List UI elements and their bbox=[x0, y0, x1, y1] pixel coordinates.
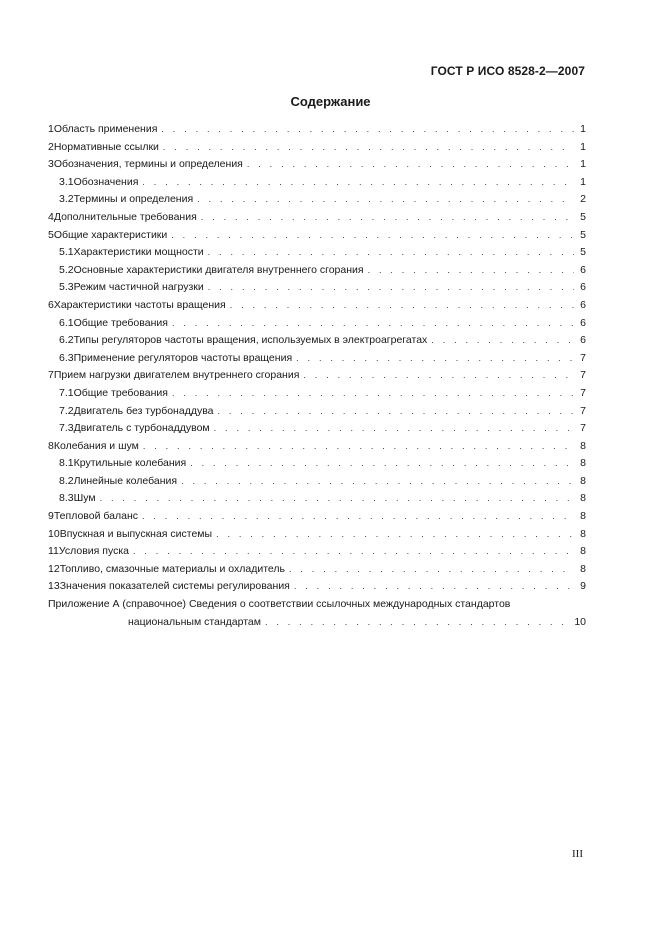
toc-entry-title: Топливо, смазочные материалы и охладитель bbox=[59, 562, 285, 575]
toc-entry[interactable] bbox=[48, 490, 586, 508]
dot-leader bbox=[142, 508, 574, 526]
annex-entry-title-continued: национальным стандартам bbox=[128, 615, 261, 628]
toc-entry-number: 1 bbox=[48, 123, 54, 135]
toc-entry[interactable] bbox=[48, 367, 586, 385]
toc-entry[interactable] bbox=[48, 244, 586, 262]
toc-entry-title: Условия пуска bbox=[58, 545, 129, 558]
dot-leader bbox=[100, 490, 574, 508]
toc-entry-number: 6.1 bbox=[59, 316, 74, 329]
dot-leader bbox=[303, 367, 574, 385]
toc-entry-title: Основные характеристики двигателя внутреннего сгорания bbox=[73, 263, 364, 276]
toc-entry-number: 6 bbox=[48, 298, 54, 311]
toc-entry-title: Нормативные ссылки bbox=[53, 140, 159, 153]
toc-entry-number: 3.1 bbox=[59, 175, 74, 188]
toc-entry[interactable] bbox=[48, 262, 586, 280]
dot-leader bbox=[208, 244, 574, 262]
toc-entry[interactable] bbox=[48, 403, 586, 421]
toc-entry-title: Режим частичной нагрузки bbox=[73, 281, 204, 294]
dot-leader bbox=[197, 191, 574, 209]
toc-entry-title: Характеристики частоты вращения bbox=[53, 298, 226, 311]
toc-entry-page: 6 bbox=[580, 316, 586, 329]
toc-entry[interactable] bbox=[48, 121, 586, 139]
toc-entry-title: Дополнительные требования bbox=[53, 210, 197, 223]
toc-entry-number: 7.2 bbox=[59, 404, 74, 417]
toc-entry-title: Обозначения, термины и определения bbox=[53, 158, 243, 171]
toc-entry[interactable] bbox=[48, 385, 586, 403]
toc-entry[interactable] bbox=[48, 526, 586, 544]
dot-leader bbox=[181, 473, 574, 491]
dot-leader bbox=[431, 332, 574, 350]
toc-entry-number: 13 bbox=[48, 580, 60, 593]
toc-entry-number: 3 bbox=[48, 158, 54, 171]
toc-entry-title: Характеристики мощности bbox=[73, 246, 204, 259]
toc-entry-page: 6 bbox=[580, 281, 586, 294]
annex-entry-title[interactable]: Приложение А (справочное) Сведения о соответствии ссылочных международных стандартов bbox=[48, 598, 511, 611]
toc-entry-title: Применение регуляторов частоты вращения bbox=[73, 351, 293, 364]
dot-leader bbox=[218, 403, 575, 421]
toc-entry-number: 8 bbox=[48, 439, 54, 452]
toc-entry[interactable] bbox=[48, 332, 586, 350]
toc-entry-number: 6.3 bbox=[59, 351, 74, 364]
toc-entry[interactable] bbox=[48, 209, 586, 227]
toc-entry-number: 2 bbox=[48, 140, 54, 153]
toc-entry[interactable] bbox=[48, 561, 586, 579]
toc-entry-page: 7 bbox=[580, 386, 586, 399]
toc-entry-page: 1 bbox=[580, 140, 586, 153]
toc-entry-number: 5.1 bbox=[59, 246, 74, 259]
page-title: Содержание bbox=[290, 94, 371, 109]
toc-entry[interactable] bbox=[48, 350, 586, 368]
toc-entry[interactable] bbox=[48, 297, 586, 315]
toc-entry-number: 10 bbox=[48, 527, 60, 540]
document-code: ГОСТ Р ИСО 8528-2—2007 bbox=[430, 64, 585, 78]
toc-entry-number: 3.2 bbox=[59, 193, 74, 206]
toc-entry-title: Общие требования bbox=[73, 316, 168, 329]
dot-leader bbox=[216, 526, 574, 544]
toc-entry[interactable] bbox=[48, 174, 586, 192]
toc-entry-number: 5.2 bbox=[59, 263, 74, 276]
toc-entry-title: Типы регуляторов частоты вращения, используемых в электроагрегатах bbox=[73, 334, 428, 347]
toc-entry[interactable] bbox=[48, 473, 586, 491]
toc-entry-title: Обозначения bbox=[73, 175, 139, 188]
toc-entry[interactable] bbox=[48, 543, 586, 561]
dot-leader bbox=[208, 279, 574, 297]
toc-entry-page: 7 bbox=[580, 422, 586, 435]
page-number: III bbox=[572, 848, 583, 860]
toc-entry-number: 4 bbox=[48, 210, 54, 223]
toc-entry-page: 8 bbox=[580, 457, 586, 470]
toc-entry-page: 5 bbox=[580, 246, 586, 259]
dot-leader bbox=[214, 420, 574, 438]
toc-entry-number: 7 bbox=[48, 369, 54, 382]
toc-entry-title: Область применения bbox=[53, 123, 158, 135]
toc-entry-number: 12 bbox=[48, 562, 60, 575]
toc-entry[interactable] bbox=[48, 578, 586, 596]
toc-entry-number: 6.2 bbox=[59, 334, 74, 347]
toc-entry-title: Общие требования bbox=[73, 386, 168, 399]
toc-entry-title: Линейные колебания bbox=[73, 474, 178, 487]
dot-leader bbox=[172, 315, 574, 333]
toc-entry-page: 8 bbox=[580, 439, 586, 452]
toc-entry-page: 8 bbox=[580, 527, 586, 540]
toc-entry[interactable] bbox=[48, 279, 586, 297]
toc-entry[interactable] bbox=[48, 191, 586, 209]
dot-leader bbox=[294, 578, 574, 596]
dot-leader bbox=[296, 350, 574, 368]
toc-entry[interactable] bbox=[48, 420, 586, 438]
toc-entry-title: Двигатель с турбонаддувом bbox=[73, 422, 210, 435]
toc-entry-number: 9 bbox=[48, 510, 54, 523]
toc-entry-number: 5.3 bbox=[59, 281, 74, 294]
toc-entry[interactable] bbox=[48, 438, 586, 456]
toc-entry[interactable] bbox=[48, 455, 586, 473]
toc-entry-number: 8.2 bbox=[59, 474, 74, 487]
toc-entry-page: 7 bbox=[580, 351, 586, 364]
toc-entry-number: 8.1 bbox=[59, 457, 74, 470]
dot-leader bbox=[201, 209, 574, 227]
toc-entry-number: 5 bbox=[48, 228, 54, 241]
toc-entry-page: 5 bbox=[580, 228, 586, 241]
toc-entry-number: 11 bbox=[48, 545, 59, 558]
dot-leader bbox=[230, 297, 574, 315]
annex-entry-continuation[interactable] bbox=[48, 614, 586, 632]
dot-leader bbox=[171, 227, 574, 245]
toc-entry-title: Крутильные колебания bbox=[73, 457, 187, 470]
dot-leader bbox=[172, 385, 574, 403]
toc-entry[interactable] bbox=[48, 508, 586, 526]
toc-entry-title: Колебания и шум bbox=[53, 439, 139, 452]
toc-entry-page: 5 bbox=[580, 210, 586, 223]
dot-leader bbox=[265, 614, 568, 632]
toc-entry-title: Общие характеристики bbox=[53, 228, 168, 241]
toc-entry-number: 7.3 bbox=[59, 422, 74, 435]
dot-leader bbox=[368, 262, 574, 280]
toc-entry[interactable] bbox=[48, 227, 586, 245]
toc-entry-title: Термины и определения bbox=[73, 193, 194, 206]
dot-leader bbox=[163, 139, 574, 157]
toc-entry-page: 1 bbox=[580, 158, 586, 171]
toc-entry-page: 6 bbox=[580, 263, 586, 276]
toc-entry-page: 9 bbox=[580, 580, 586, 593]
toc-entry-page: 6 bbox=[580, 334, 586, 347]
toc-entry[interactable] bbox=[48, 156, 586, 174]
toc-entry-page: 8 bbox=[580, 474, 586, 487]
toc-entry-title: Впускная и выпускная системы bbox=[59, 527, 213, 540]
toc-entry[interactable] bbox=[48, 139, 586, 157]
dot-leader bbox=[247, 156, 574, 174]
dot-leader bbox=[133, 543, 574, 561]
dot-leader bbox=[190, 455, 574, 473]
toc-entry-page: 6 bbox=[580, 298, 586, 311]
toc-entry[interactable] bbox=[48, 315, 586, 333]
toc-entry-number: 8.3 bbox=[59, 492, 74, 505]
toc-entry-title: Тепловой баланс bbox=[53, 510, 138, 523]
toc-entry-page: 1 bbox=[580, 175, 586, 188]
toc-entry-page: 7 bbox=[580, 404, 586, 417]
toc-entry-number: 7.1 bbox=[59, 386, 74, 399]
toc-entry-title: Шум bbox=[73, 492, 96, 505]
toc-entry-page: 2 bbox=[580, 193, 586, 206]
dot-leader bbox=[143, 438, 574, 456]
annex-entry-page: 10 bbox=[574, 615, 586, 628]
toc-entry-title: Двигатель без турбонаддува bbox=[73, 404, 214, 417]
dot-leader bbox=[161, 121, 574, 139]
toc-entry-page: 8 bbox=[580, 492, 586, 505]
toc-entry-page: 8 bbox=[580, 545, 586, 558]
toc-entry-page: 7 bbox=[580, 369, 586, 382]
toc-entry-title: Прием нагрузки двигателем внутреннего сгорания bbox=[53, 369, 300, 382]
dot-leader bbox=[142, 174, 574, 192]
table-of-contents bbox=[48, 121, 586, 631]
toc-entry-title: Значения показателей системы регулирования bbox=[59, 580, 290, 593]
toc-entry-page: 8 bbox=[580, 562, 586, 575]
toc-entry-page: 8 bbox=[580, 510, 586, 523]
toc-entry-page: 1 bbox=[580, 123, 586, 135]
dot-leader bbox=[289, 561, 574, 579]
